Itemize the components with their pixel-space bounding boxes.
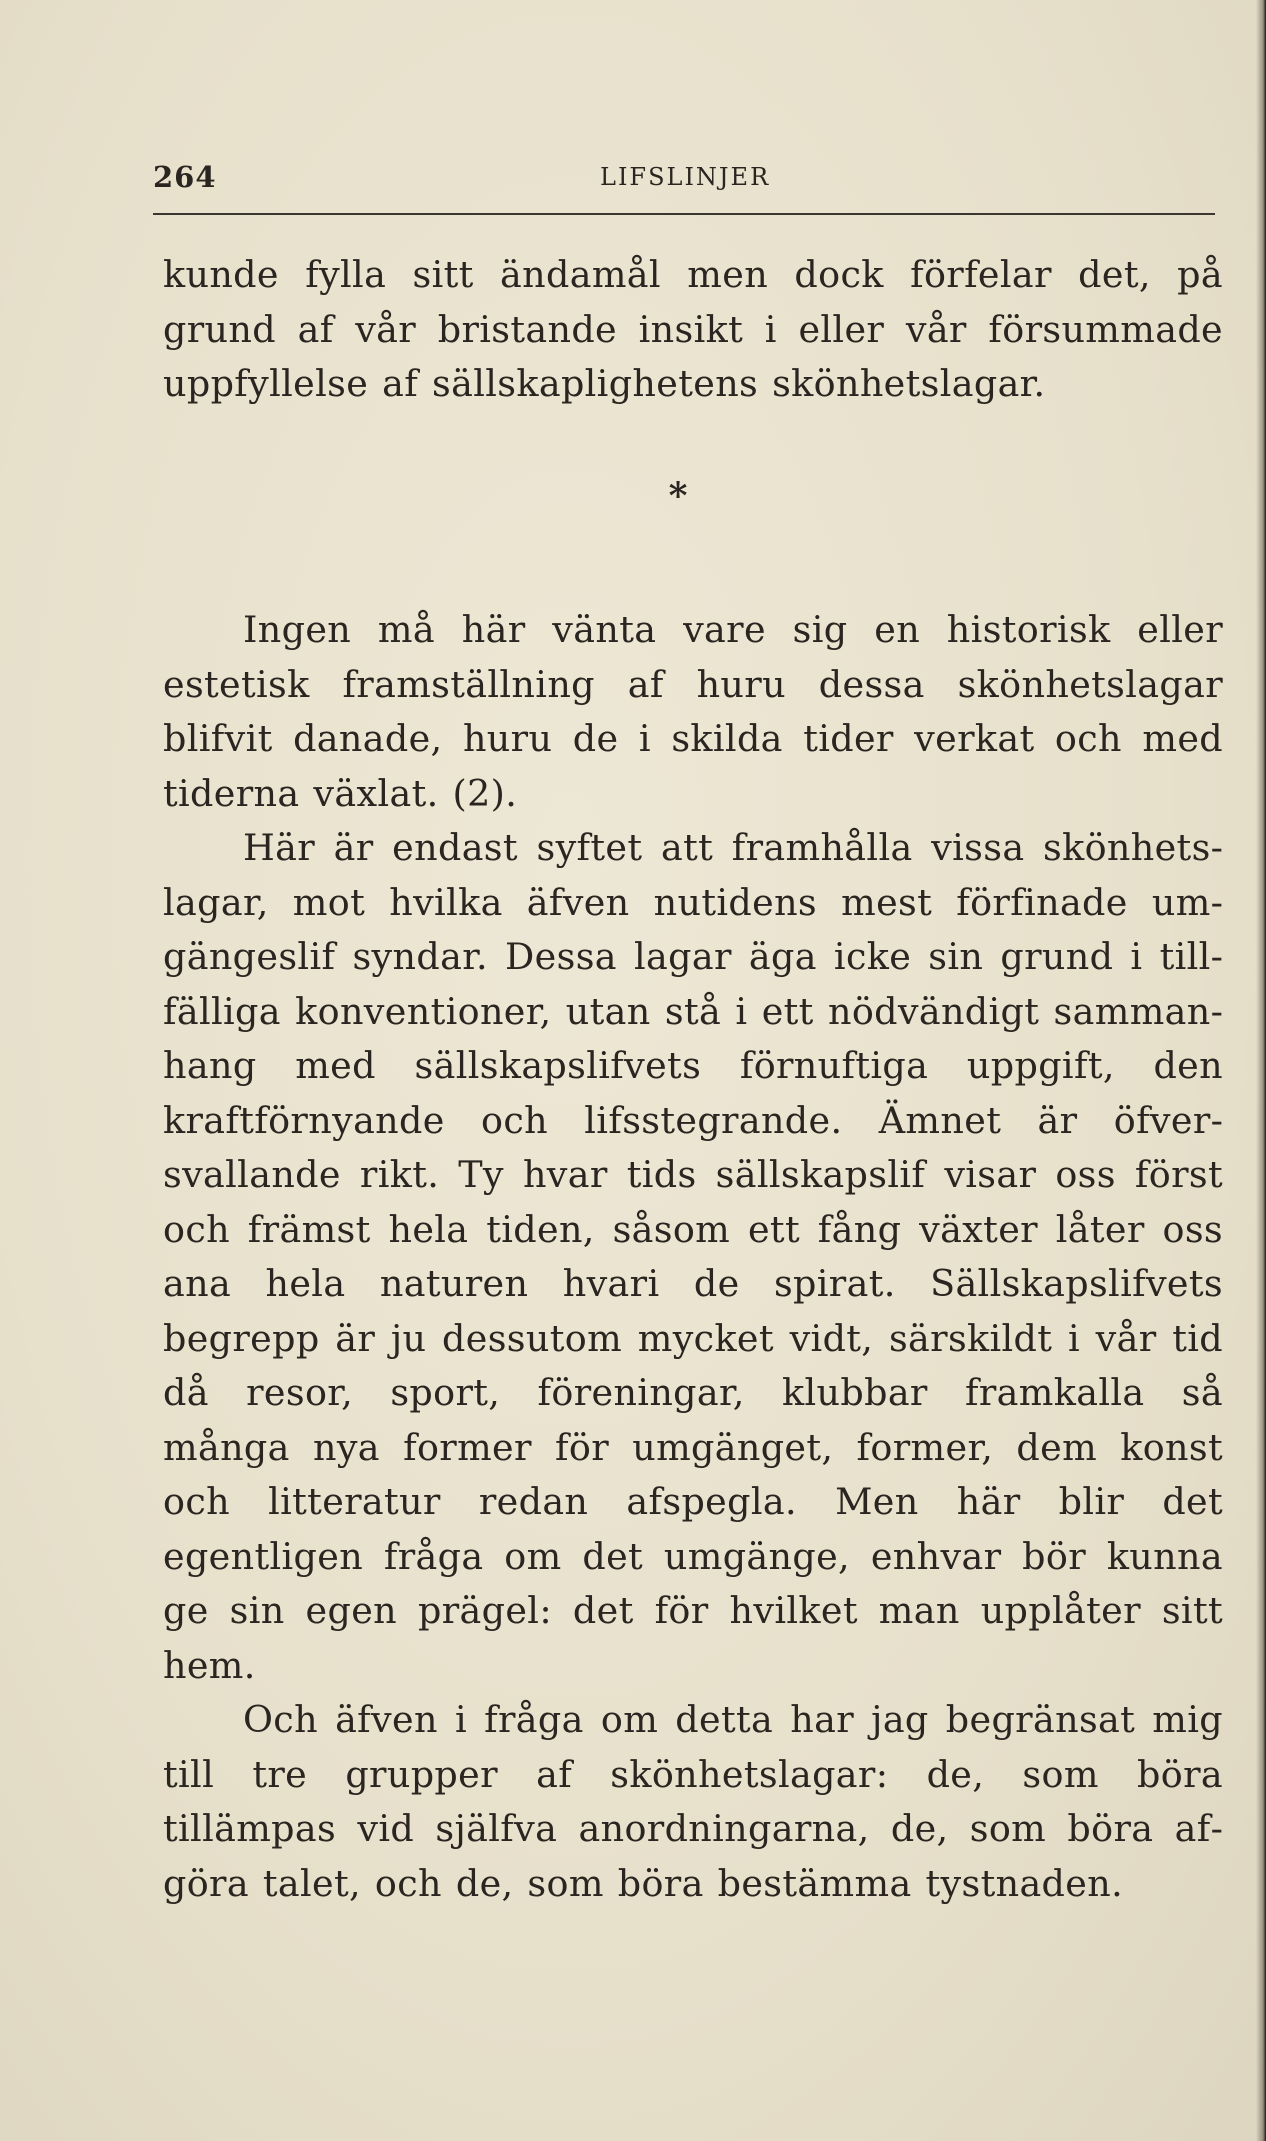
header-rule bbox=[153, 213, 1215, 215]
page-header bbox=[153, 160, 1213, 200]
section-separator: * bbox=[668, 475, 688, 517]
running-title: LIFSLINJER bbox=[600, 163, 771, 191]
paragraph: Här är endast syftet att framhålla vissa skönhetslagar, mot hvilka äfven nutidens mest förfinade umgängeslif syndar. Dessa lagar äga icke sin grund i tillfälliga konventioner, utan stå i ett nödvändigt sammanhang med sällskapslifvets förnuftiga uppgift, den kraftförnyande och lifsstegrande. Ämnet är öfversvallande rikt. Ty hvar tids sällskapslif visar oss först och främst hela tiden, såsom ett fång växter låter oss ana hela naturen hvari de spirat. Sällskapslifvets begrepp är ju dessutom mycket vidt, särskildt i vår tid då resor, sport, föreningar, klubbar framkalla så många nya former för umgänget, former, dem konst och litteratur redan afspegla. Men här blir det egentligen fråga om det umgänge, enhvar bör kunna ge sin egen prägel: det för hvilket man upplåter sitt hem. bbox=[163, 826, 1223, 1687]
paragraph: Ingen må här vänta vare sig en historisk eller estetisk framställning af huru dessa skönhetslagar blifvit danade, huru de i skilda tider verkat och med tiderna växlat. (2). bbox=[163, 608, 1223, 815]
paragraph: Och äfven i fråga om detta har jag begränsat mig till tre grupper af skönhetslagar: de, som böra tillämpas vid själfva anordningarna, de, som böra afgöra talet, och de, som böra bestämma tystnaden. bbox=[163, 1698, 1223, 1905]
paragraph: kunde fylla sitt ändamål men dock förfelar det, på grund af vår bristande insikt i eller vår försummade uppfyllelse af sällskaplighetens skönhetslagar. bbox=[163, 253, 1223, 405]
page-number: 264 bbox=[153, 160, 217, 194]
text-block-main bbox=[163, 603, 1223, 1911]
text-block-top bbox=[163, 248, 1223, 412]
page-edge-shadow bbox=[1256, 0, 1266, 2141]
